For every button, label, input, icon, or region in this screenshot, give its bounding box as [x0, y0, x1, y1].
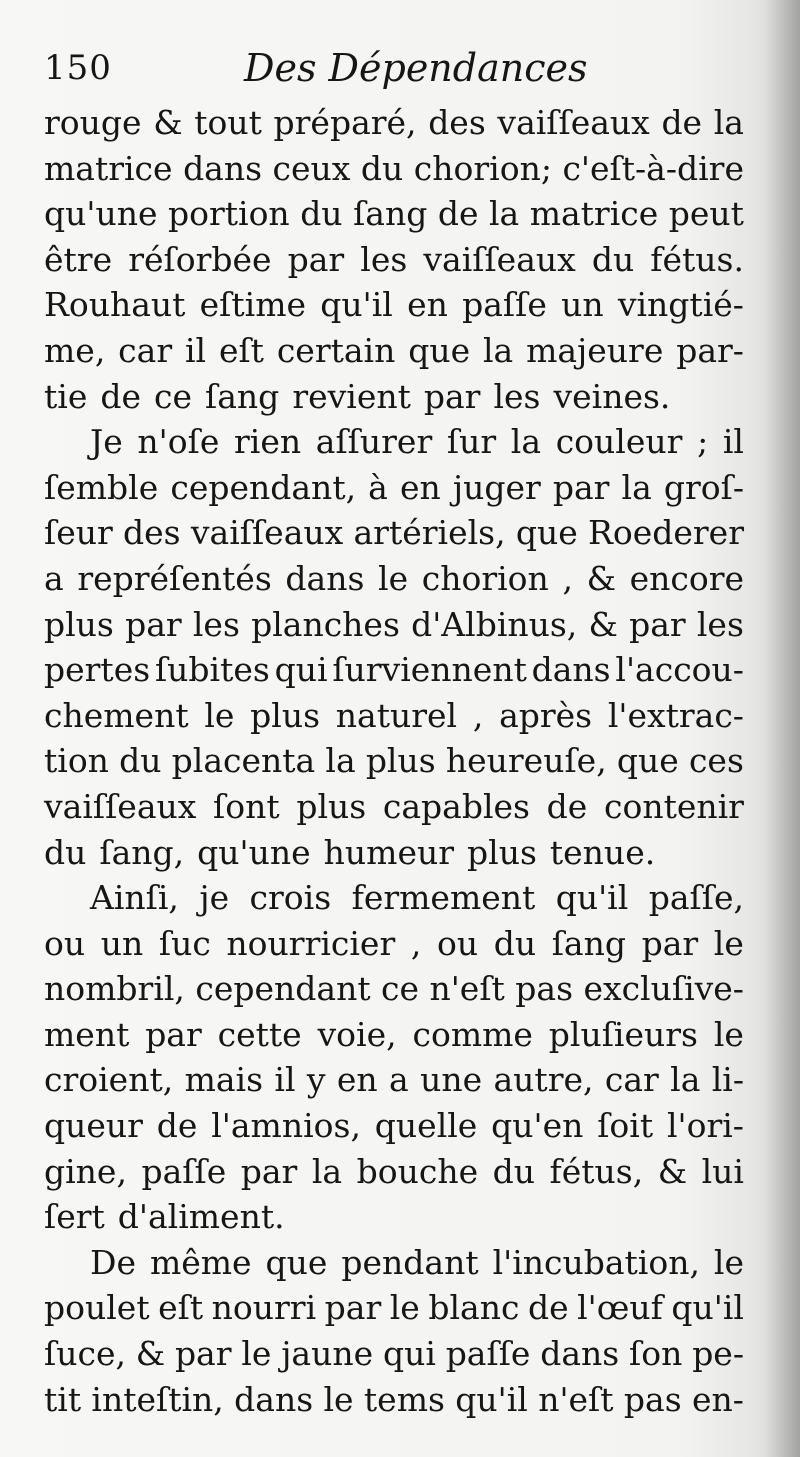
word: d'aliment.: [117, 1197, 285, 1237]
word: la: [325, 741, 356, 781]
text-line: [44, 465, 744, 511]
word: les: [493, 376, 541, 416]
word: je: [199, 878, 230, 918]
word: ,: [562, 558, 573, 598]
word: être: [44, 239, 113, 279]
text-line: [44, 1149, 744, 1195]
word: mais: [184, 1060, 264, 1100]
word: majeure: [526, 330, 664, 370]
word: Ainſi,: [90, 878, 179, 918]
word: plus: [296, 786, 367, 826]
word: tit: [44, 1379, 82, 1419]
text-line: [44, 1331, 744, 1377]
word: de: [100, 376, 142, 416]
word: poulet: [44, 1288, 150, 1328]
word: de: [527, 1288, 569, 1328]
word: jaune: [281, 1334, 374, 1374]
word: l'accou-: [615, 650, 744, 690]
word: tion: [44, 741, 109, 781]
word: repréſentés: [77, 558, 272, 598]
text-line: [44, 1103, 744, 1149]
body-text: [44, 100, 744, 1422]
word: que: [515, 513, 578, 553]
word: vaiſſeaux: [423, 239, 576, 279]
text-line: [44, 1012, 744, 1058]
word: le: [378, 558, 409, 598]
word: qui: [382, 1334, 436, 1374]
word: matrice: [529, 194, 659, 234]
text-line: [44, 282, 744, 328]
word: ce: [381, 969, 420, 1009]
text-line: [44, 419, 744, 465]
word: couleur: [555, 422, 683, 462]
word: lui: [701, 1151, 744, 1191]
word: &: [153, 103, 183, 142]
word: la: [311, 1151, 343, 1191]
word: de: [661, 103, 703, 142]
word: pas: [623, 1379, 682, 1419]
word: les: [192, 604, 240, 644]
word: après: [499, 695, 593, 735]
word: groſ-: [663, 467, 744, 507]
word: paſſe,: [648, 878, 744, 918]
word: dans: [183, 148, 263, 188]
word: par: [174, 1334, 232, 1374]
word: qu'il: [455, 1379, 528, 1419]
text-line: [44, 647, 744, 693]
word: ſert: [44, 1197, 105, 1237]
word: queur: [44, 1106, 143, 1146]
word: a: [389, 1060, 409, 1100]
word: les: [696, 604, 744, 644]
word: tie: [44, 376, 88, 416]
word: placenta: [171, 741, 316, 781]
word: même: [149, 1242, 252, 1282]
word: ſang: [353, 194, 428, 234]
word: crois: [249, 878, 332, 918]
word: l'amnios,: [211, 1106, 361, 1146]
word: De: [90, 1242, 136, 1282]
word: dans: [285, 558, 365, 598]
word: que: [265, 1242, 328, 1282]
text-line: [44, 374, 744, 420]
word: du: [591, 239, 635, 279]
text-line: [44, 1240, 744, 1286]
word: dans: [234, 1379, 314, 1419]
word: veines.: [553, 376, 671, 416]
word: la: [510, 422, 542, 462]
word: car: [604, 1060, 659, 1100]
word: à: [368, 467, 388, 507]
word: que: [408, 330, 471, 370]
word: revient: [292, 376, 411, 416]
word: ſeur: [44, 513, 113, 553]
word: l'incubation,: [492, 1242, 700, 1282]
word: vingtié-: [617, 285, 744, 325]
word: du: [44, 832, 87, 872]
word: fermement: [351, 878, 536, 918]
word: en: [407, 285, 448, 325]
word: qu'il: [671, 1288, 744, 1328]
word: &: [588, 604, 618, 644]
word: chement: [44, 695, 189, 735]
word: c'eſt-à-dire: [562, 148, 744, 188]
word: eſtime: [199, 285, 307, 325]
word: nombril,: [44, 969, 185, 1009]
page-edge-shadow: [764, 0, 800, 1457]
text-line: [44, 510, 744, 556]
word: du: [360, 148, 404, 188]
word: contenir: [603, 786, 744, 826]
word: qu'une: [44, 194, 158, 234]
word: li-: [711, 1060, 744, 1100]
word: heureuſe,: [445, 741, 607, 781]
word: rien: [234, 422, 302, 462]
word: le: [241, 1334, 272, 1374]
word: artériels,: [353, 513, 506, 553]
word: paſſe: [141, 1151, 227, 1191]
word: par: [629, 604, 686, 644]
word: ou: [44, 923, 86, 963]
word: la: [621, 467, 652, 507]
word: ce: [154, 376, 193, 416]
word: le: [204, 695, 235, 735]
text-line: [44, 921, 744, 967]
word: par-: [676, 330, 744, 370]
word: portion: [167, 194, 290, 234]
text-line: [44, 1377, 744, 1423]
word: capables: [382, 786, 530, 826]
word: l'extrac-: [607, 695, 744, 735]
word: plus: [250, 695, 321, 735]
word: fétus,: [549, 1151, 644, 1191]
word: eſt: [158, 1288, 204, 1328]
word: y: [306, 1060, 326, 1100]
word: dans: [531, 650, 611, 690]
text-line: [44, 191, 744, 237]
word: du: [300, 194, 343, 234]
word: de: [546, 786, 588, 826]
text-line: [44, 556, 744, 602]
text-line: [44, 784, 744, 830]
word: ſubites: [154, 650, 270, 690]
word: voie,: [317, 1014, 397, 1054]
word: pendant: [341, 1242, 479, 1282]
word: le: [713, 1014, 744, 1054]
word: rouge: [44, 103, 142, 142]
word: comme: [412, 1014, 533, 1054]
word: pas: [515, 969, 573, 1009]
word: &: [657, 1151, 688, 1191]
word: il: [722, 422, 744, 462]
word: blanc: [428, 1288, 520, 1328]
word: du: [492, 1151, 536, 1191]
word: ſur: [446, 422, 497, 462]
word: pertes: [44, 650, 151, 690]
text-line: [44, 146, 744, 192]
word: une: [420, 1060, 483, 1100]
word: ſont: [213, 786, 280, 826]
word: n'eſt: [538, 1379, 614, 1419]
word: certain: [276, 330, 396, 370]
word: cette: [217, 1014, 302, 1054]
word: vaiſſeaux: [190, 513, 344, 553]
word: des: [123, 513, 181, 553]
word: il: [184, 330, 207, 370]
word: car: [118, 330, 173, 370]
text-line: [44, 237, 744, 283]
word: plus: [44, 604, 114, 644]
page-number: 150: [44, 48, 112, 88]
text-line: [44, 602, 744, 648]
word: n'eſt: [429, 969, 505, 1009]
word: vaiſſeaux: [44, 786, 197, 826]
word: il: [274, 1060, 296, 1100]
word: Roederer: [588, 513, 744, 553]
word: que: [616, 741, 679, 781]
word: par: [423, 376, 481, 416]
word: nourricier: [226, 923, 396, 963]
word: l'œuf: [577, 1288, 663, 1328]
word: ſang,: [99, 832, 185, 872]
word: eſt: [218, 330, 264, 370]
word: quelle: [374, 1106, 478, 1146]
word: nourri: [211, 1288, 317, 1328]
word: &: [135, 1334, 166, 1374]
running-head: [44, 42, 744, 98]
word: autre,: [493, 1060, 594, 1100]
text-line: [44, 693, 744, 739]
word: matrice: [44, 148, 173, 188]
word: préparé,: [273, 103, 417, 142]
word: la: [482, 330, 514, 370]
text-line: [44, 1194, 744, 1240]
word: un: [100, 923, 144, 963]
word: ,: [410, 923, 422, 963]
word: par: [145, 1014, 202, 1054]
word: &: [586, 558, 616, 598]
word: ſang: [551, 923, 626, 963]
word: du: [493, 923, 537, 963]
word: le: [713, 1242, 744, 1282]
word: la: [670, 1060, 701, 1100]
word: tenue.: [549, 832, 656, 872]
word: excluſive-: [583, 969, 744, 1009]
word: ;: [697, 422, 709, 462]
word: paſſe: [462, 285, 547, 325]
word: qu'une: [197, 832, 311, 872]
word: le: [713, 923, 744, 963]
word: les: [360, 239, 408, 279]
word: juger: [452, 467, 541, 507]
word: le: [323, 1379, 354, 1419]
word: plus: [365, 741, 436, 781]
word: par: [324, 1288, 382, 1328]
word: cependant,: [170, 467, 357, 507]
word: du: [119, 741, 162, 781]
word: réſorbée: [128, 239, 272, 279]
word: ſang: [205, 376, 280, 416]
word: Rouhaut: [44, 285, 186, 325]
word: encore: [629, 558, 744, 598]
word: ſoit: [597, 1106, 654, 1146]
word: cependant: [195, 969, 371, 1009]
word: pluſieurs: [548, 1014, 698, 1054]
word: ou: [436, 923, 479, 963]
word: n'oſe: [137, 422, 220, 462]
word: vaiſſeaux: [497, 103, 650, 142]
word: par: [125, 604, 182, 644]
word: ceux: [272, 148, 351, 188]
word: ſurviennent: [332, 650, 527, 690]
word: peut: [668, 194, 744, 234]
word: bouche: [356, 1151, 479, 1191]
text-line: [44, 875, 744, 921]
word: en: [336, 1060, 378, 1100]
word: ces: [688, 741, 744, 781]
text-line: [44, 1285, 744, 1331]
word: ,: [472, 695, 484, 735]
word: Je: [90, 422, 123, 462]
text-line: [44, 1057, 744, 1103]
word: l'ori-: [666, 1106, 744, 1146]
word: croient,: [44, 1060, 174, 1100]
word: ment: [44, 1014, 130, 1054]
word: ſon: [629, 1334, 683, 1374]
word: tout: [194, 103, 262, 142]
word: le: [389, 1288, 420, 1328]
word: ſuc: [158, 923, 211, 963]
word: qu'en: [491, 1106, 584, 1146]
word: pe-: [692, 1334, 744, 1374]
word: en-: [691, 1379, 744, 1419]
word: aſſurer: [315, 422, 433, 462]
word: d'Albinus,: [411, 604, 578, 644]
word: par: [287, 239, 345, 279]
word: par: [641, 923, 699, 963]
word: chorion: [421, 558, 549, 598]
text-line: [44, 966, 744, 1012]
word: des: [428, 103, 486, 142]
word: paſſe: [445, 1334, 531, 1374]
text-line: [44, 100, 744, 146]
word: gine,: [44, 1151, 127, 1191]
word: ſemble: [44, 467, 159, 507]
word: de: [437, 194, 479, 234]
word: fétus.: [650, 239, 744, 279]
text-line: [44, 328, 744, 374]
word: plus: [467, 832, 537, 872]
word: par: [552, 467, 610, 507]
word: la: [488, 194, 520, 234]
word: a: [44, 558, 64, 598]
word: dans: [540, 1334, 620, 1374]
text-line: [44, 830, 744, 876]
word: par: [240, 1151, 298, 1191]
running-title: Des Dépendances: [244, 46, 588, 90]
word: un: [561, 285, 604, 325]
word: qu'il: [555, 878, 629, 918]
text-line: [44, 738, 744, 784]
word: naturel: [335, 695, 458, 735]
word: chorion;: [413, 148, 552, 188]
word: humeur: [323, 832, 455, 872]
word: me,: [44, 330, 106, 370]
word: la: [713, 103, 744, 142]
word: qui: [274, 650, 328, 690]
word: ſuce,: [44, 1334, 126, 1374]
word: qu'il: [320, 285, 393, 325]
word: en: [399, 467, 441, 507]
word: planches: [251, 604, 400, 644]
word: inteſtin,: [91, 1379, 224, 1419]
word: tems: [363, 1379, 445, 1419]
word: de: [156, 1106, 198, 1146]
